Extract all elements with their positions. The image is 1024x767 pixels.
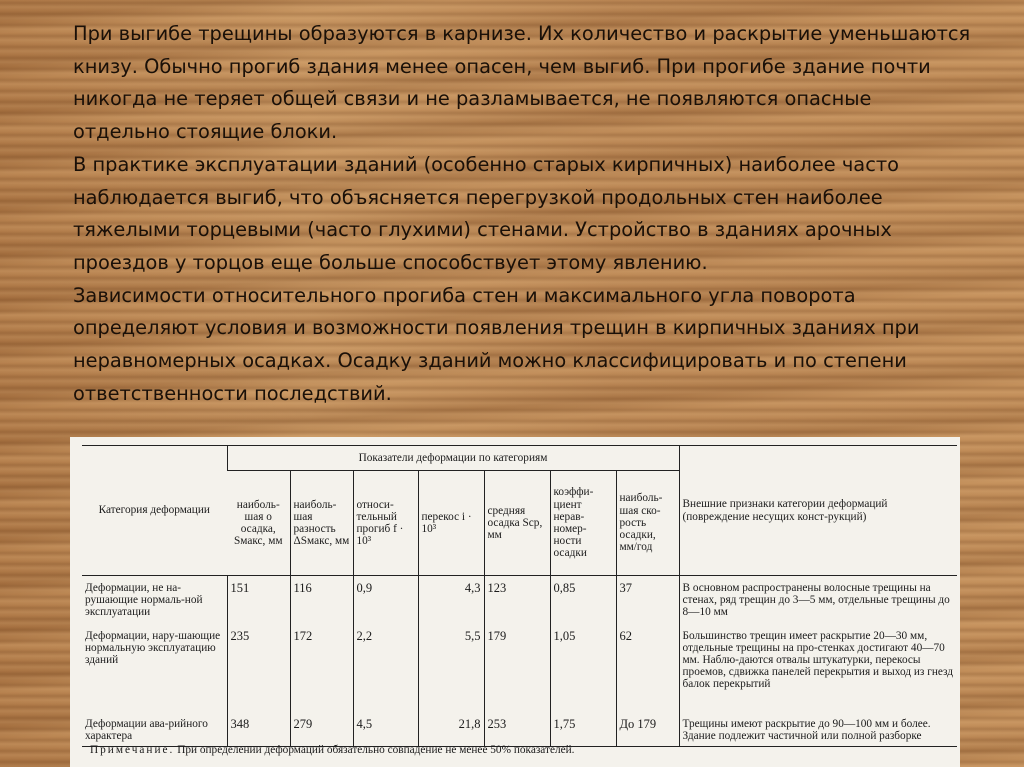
value-cell: 348: [227, 692, 290, 747]
paragraph-1: При выгибе трещины образуются в карнизе. Их количество и раскрытие уменьшаются книзу. Обычно прогиб здания менее опасен, чем выгиб. При прогибе здание почти никогда не теряет общей связи и не разламывается, не появляются опасные отдельно стоящие блоки.: [73, 22, 971, 144]
value-cell: 116: [290, 576, 353, 620]
value-cell: 1,05: [550, 620, 616, 692]
category-header: Категория деформации: [82, 446, 227, 576]
category-cell: Деформации, нару-шающие нормальную эксплуатацию зданий: [85, 629, 221, 667]
value-cell: 4,3: [418, 576, 484, 620]
value-cell: 123: [484, 576, 550, 620]
value-cell: 151: [227, 576, 290, 620]
column-header: средняя осадка Sср, мм: [484, 471, 550, 576]
category-cell: Деформации ава-рийного характера: [82, 692, 227, 747]
category-cell: Деформации, не на-рушающие нормаль-ной эксплуатации: [85, 582, 203, 619]
note-text: При определении деформаций обязательно совпадение не менее 50% показателей.: [177, 744, 575, 756]
value-cell: 0,85: [550, 576, 616, 620]
value-cell: 5,5: [418, 620, 484, 692]
value-cell: 253: [484, 692, 550, 747]
value-cell: 179: [484, 620, 550, 692]
column-header: перекос i · 10³: [418, 471, 484, 576]
value-cell: 4,5: [353, 692, 418, 747]
value-cell: 0,9: [353, 576, 418, 620]
table-note: [90, 744, 575, 756]
value-cell: 62: [616, 620, 679, 692]
value-cell: 2,2: [353, 620, 418, 692]
slide-text: [73, 18, 973, 410]
signs-cell: Большинство трещин имеет раскрытие 20—30 мм, отдельные трещины на про-стенках достигают 40—70 мм. Наблю-даются отвалы штукатурки, перекосы проемов, сдвижка панелей перекрытия и выход из гнезд балок перекрытий: [679, 620, 957, 692]
value-cell: 1,75: [550, 692, 616, 747]
table-row: [82, 620, 957, 692]
note-lead: Примечание.: [90, 744, 175, 756]
paragraph-3: Зависимости относительного прогиба стен и максимального угла поворота определяют условия и возможности появления трещин в кирпичных зданиях при неравномерных осадках. Осадку зданий можно классифицировать и по степени ответственности последствий.: [73, 283, 920, 405]
signs-header: Внешние признаки категории деформаций (повреждение несущих конст-рукций): [679, 446, 957, 576]
value-cell: 172: [290, 620, 353, 692]
signs-cell: Трещины имеют раскрытие до 90—100 мм и более. Здание подлежит частичной или полной разборке: [679, 692, 957, 747]
value-cell: 21,8: [418, 692, 484, 747]
table-row: [82, 576, 957, 620]
value-cell: До 179: [616, 692, 679, 747]
value-cell: 279: [290, 692, 353, 747]
column-header: наиболь-шая ско-рость осадки, мм/год: [616, 471, 679, 576]
value-cell: 235: [227, 620, 290, 692]
column-header: относи-тельный прогиб f · 10³: [353, 471, 418, 576]
paragraph-2: В практике эксплуатации зданий (особенно старых кирпичных) наиболее часто наблюдается выгиб, что объясняется перегрузкой продольных стен наиболее тяжелыми торцевыми (часто глухими) стенами. Устройство в зданиях арочных проездов у торцов еще больше способствует этому явлению.: [73, 152, 900, 274]
deformation-table: [82, 445, 957, 747]
column-header: наиболь-шая о осадка, Sмакс, мм: [227, 471, 290, 576]
value-cell: 37: [616, 576, 679, 620]
group-header: Показатели деформации по категориям: [227, 446, 679, 471]
column-header: наиболь-шая разность ΔSмакс, мм: [290, 471, 353, 576]
table-row: [82, 692, 957, 747]
signs-cell: В основном распространены волосные трещины на стенах, ряд трещин до 3—5 мм, отдельные трещины до 8—10 мм: [679, 576, 957, 620]
deformation-table-image: [70, 437, 960, 767]
column-header: коэффи-циент нерав-номер-ности осадки: [550, 471, 616, 576]
